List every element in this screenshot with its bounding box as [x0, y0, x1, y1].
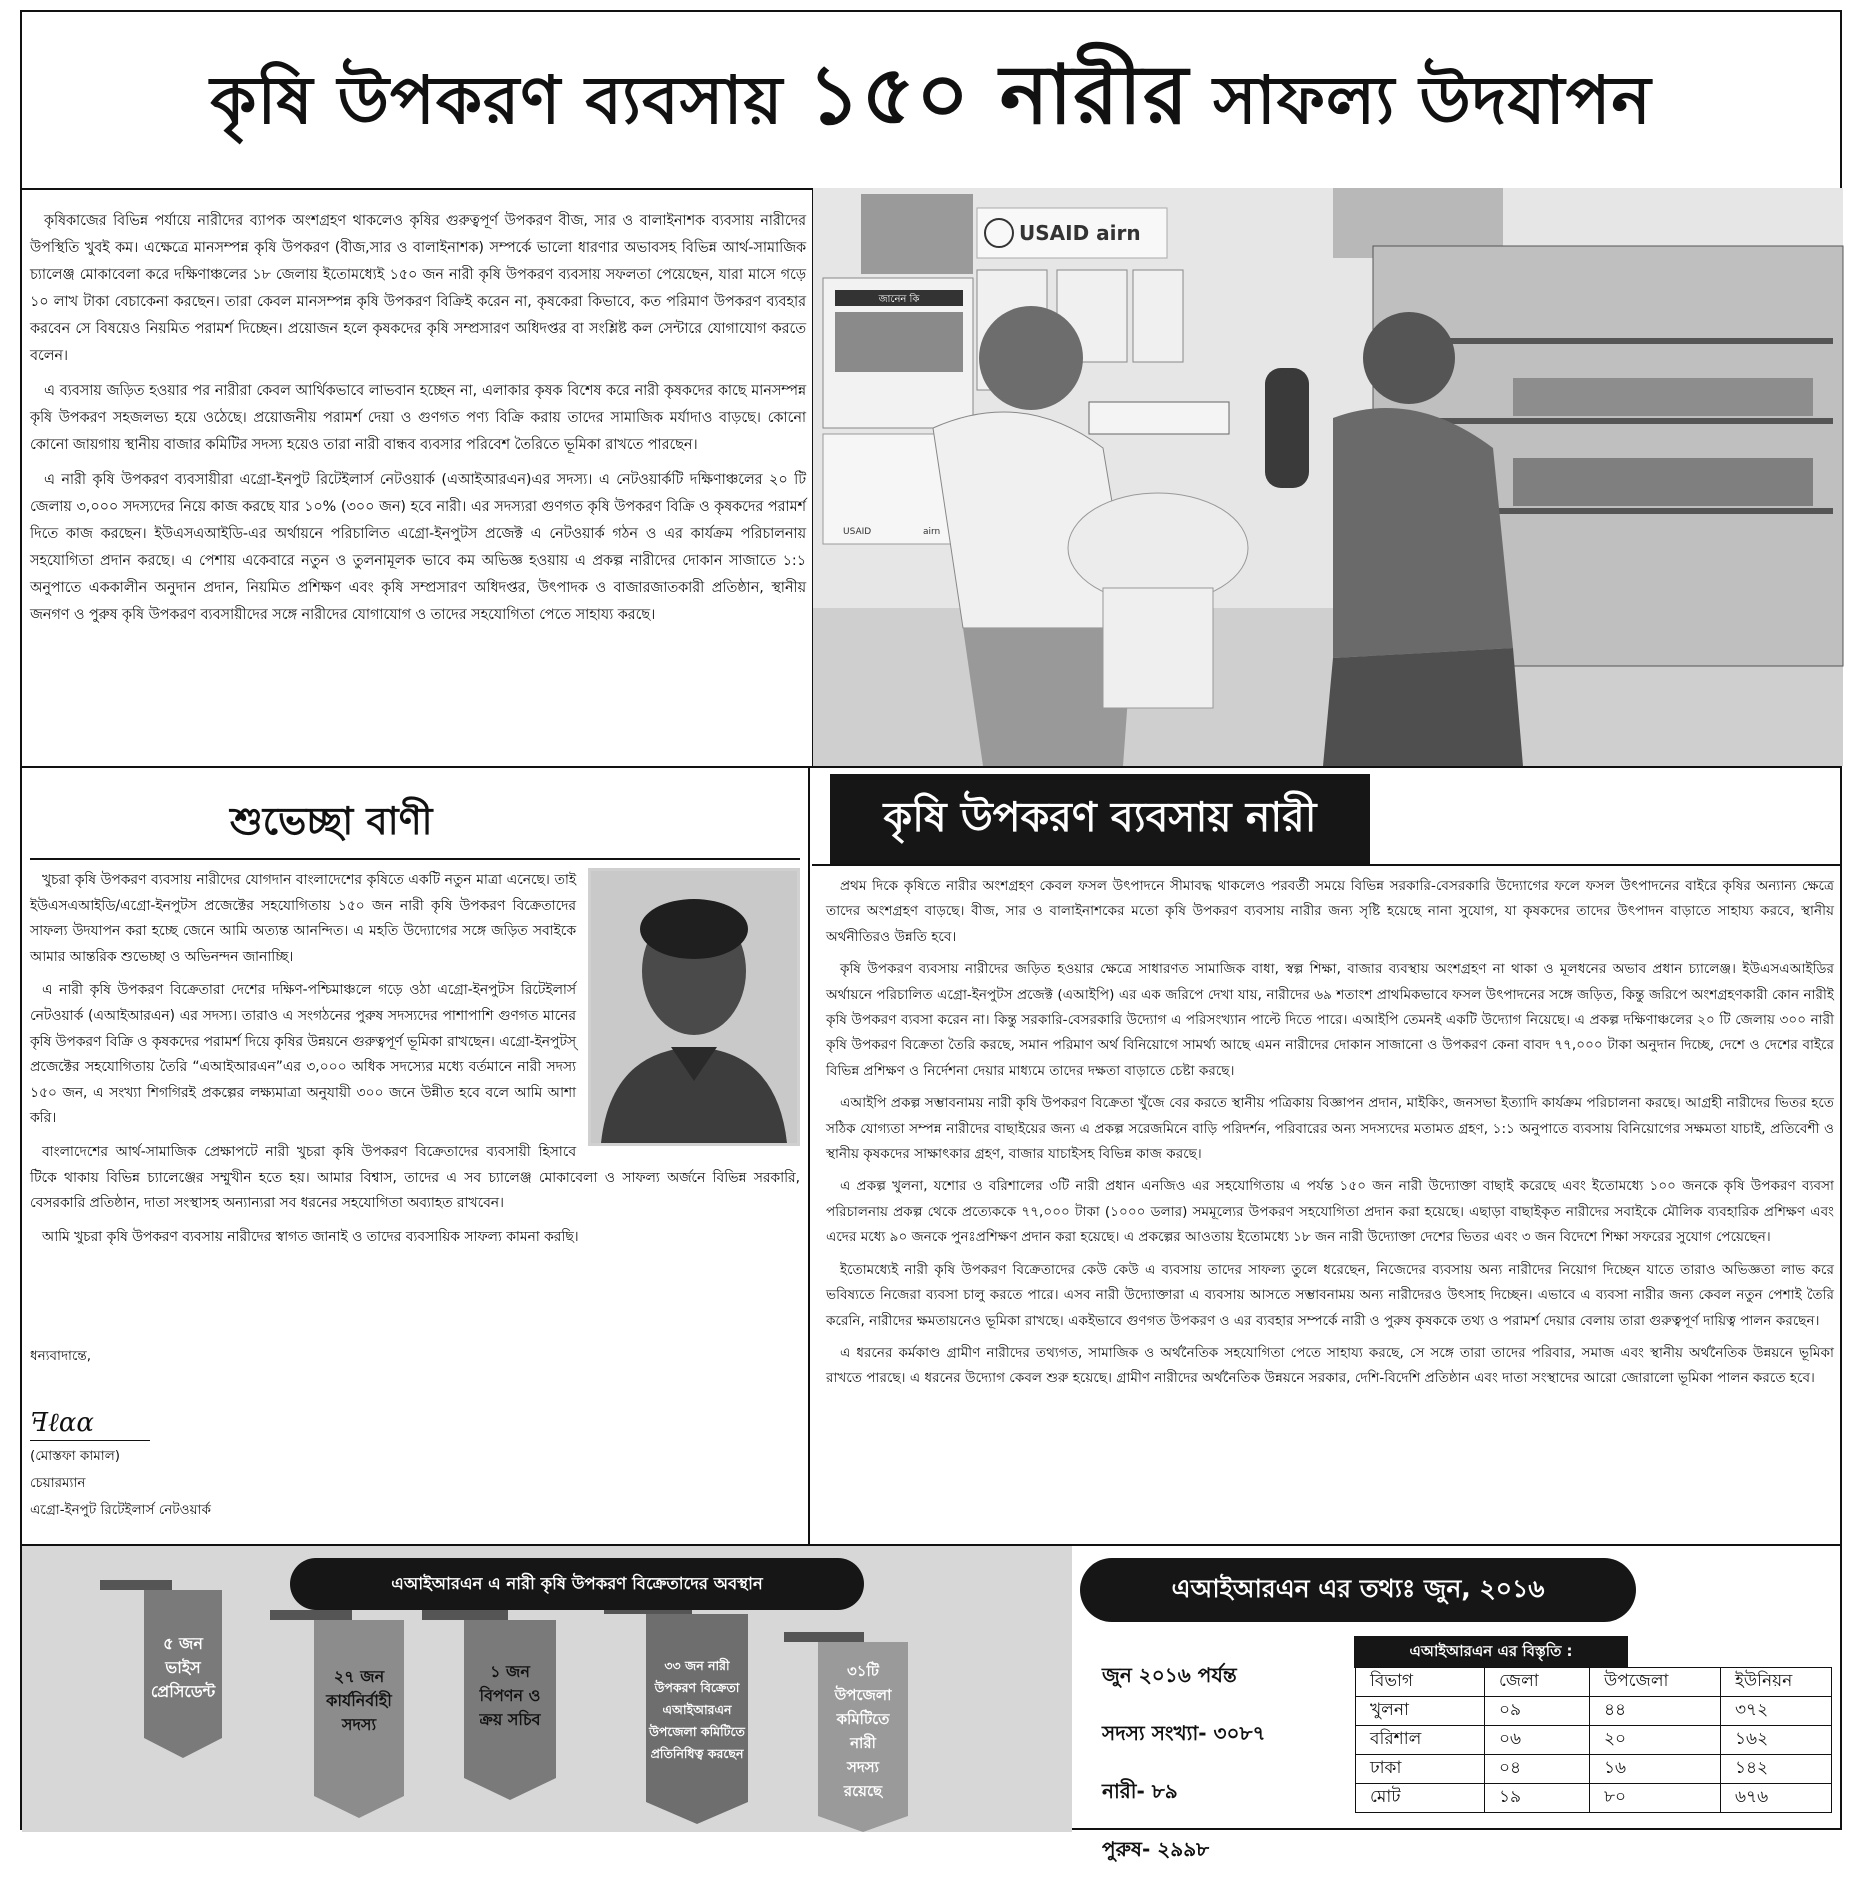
fire-extinguisher: [1265, 368, 1309, 488]
table-header: উপজেলা: [1590, 1668, 1721, 1697]
ribbon-line: ৩১টি: [847, 1662, 879, 1680]
intro-paragraph: এ নারী কৃষি উপকরণ ব্যবসায়ীরা এগ্রো-ইনপুট রিটেইলার্স নেটওয়ার্ক (এআইআরএন)এর সদস্য। এ নেটওয়ার্কটি দক্ষিণাঞ্চলের ২০ টি জেলায় ৩,০০০ সদস্যদের নিয়ে কাজ করছে যার ১০% (৩০০ জন) হবে নারী। এর সদস্যরা গুণগত কৃষি উপকরণ বিক্রি ও কৃষকদের পরামর্শ দিতে কাজ করছেন। ইউএসএআইডি-এর অর্থায়নে পরিচালিত এগ্রো-ইনপুটস প্রজেক্ট এ নেটওয়ার্ক গঠন ও এর কার্যক্রম পরিচালনায় সহযোগিতা প্রদান করছে। এ পেশায় একেবারে নতুন ও তুলনামূলক ভাবে কম অভিজ্ঞ হওয়ায় এ প্রকল্প নারীদের দোকান সাজাতে ১:১ অনুপাতে এককালীন অনুদান প্রদান, নিয়মিত প্রশিক্ষণ এবং কৃষি সম্প্রসারণ অধিদপ্তর, উৎপাদক ও বাজারজাতকারী প্রতিষ্ঠান, স্থানীয় জনগণ ও পুরুষ কৃষি উপকরণ ব্যবসায়ীদের সঙ্গে নারীদের যোগাযোগ ও তাদের সহযোগিতা পেতে সাহায্য করছে।: [30, 472, 806, 623]
stat-members: সদস্য সংখ্যা- ৩০৮৭: [1102, 1721, 1266, 1745]
table-cell: বরিশাল: [1356, 1726, 1485, 1755]
headline-part1: কৃষি উপকরণ ব্যবসায়: [210, 61, 808, 139]
divider: [812, 864, 1842, 866]
ribbon-label-3: [464, 1626, 556, 1766]
ribbon-line: কমিটিতে: [836, 1710, 890, 1728]
table-row: [1356, 1784, 1832, 1813]
ribbon-line: উপকরণ বিক্রেতা: [654, 1680, 740, 1695]
ribbon-line: ভাইস: [165, 1658, 201, 1677]
usaid-small: USAID: [843, 527, 872, 537]
table-cell: ১৬: [1590, 1755, 1721, 1784]
ribbon-label-2: [314, 1626, 404, 1776]
table-row: [1356, 1755, 1832, 1784]
ribbon-line: রয়েছে: [843, 1782, 883, 1800]
main-photo: [812, 188, 1843, 766]
ribbon-line: প্রতিনিধিত্ব করছেন: [650, 1746, 744, 1761]
headline-text: [210, 32, 1652, 169]
chairman-portrait: [588, 868, 800, 1146]
table-cell: ১৪২: [1721, 1755, 1832, 1784]
table-cell: ৪৪: [1590, 1697, 1721, 1726]
signer-name: (মোস্তফা কামাল): [30, 1448, 121, 1464]
table-row: [1356, 1697, 1832, 1726]
article-body: [826, 874, 1834, 1399]
table-header: ইউনিয়ন: [1721, 1668, 1832, 1697]
positions-title: এআইআরএন এ নারী কৃষি উপকরণ বিক্রেতাদের অবস্থান: [290, 1558, 864, 1610]
message-paragraph: আমি খুচরা কৃষি উপকরণ ব্যবসায় নারীদের স্বাগত জানাই ও তাদের ব্যবসায়িক সাফল্য কামনা করছি।: [42, 1228, 579, 1245]
table-cell: ৩৭২: [1721, 1697, 1832, 1726]
table-cell: ১৬২: [1721, 1726, 1832, 1755]
coverage-table: [1355, 1667, 1832, 1813]
ribbon-line: ২৭ জন: [333, 1667, 385, 1686]
poster-photo: [861, 194, 973, 274]
airn-info-panel: [1072, 1546, 1844, 1861]
table-cell: ০৪: [1485, 1755, 1590, 1784]
intro-article: [30, 208, 806, 764]
ribbon-line: সদস্য: [341, 1715, 377, 1734]
handwritten-signature: ꟻℓαα: [30, 1406, 150, 1441]
signature-block: [30, 1343, 211, 1524]
ribbon-line: উপজেলা কমিটিতে: [649, 1724, 745, 1739]
positions-infographic: [22, 1546, 1072, 1832]
ribbon-line: ৩৩ জন নারী: [664, 1658, 730, 1673]
table-cell: ১৯: [1485, 1784, 1590, 1813]
member-stats: [1102, 1646, 1266, 1878]
table-cell: ঢাকা: [1356, 1755, 1485, 1784]
headline-number: ১৫০ নারীর: [807, 47, 1190, 143]
headline-part2: সাফল্য উদযাপন: [1189, 61, 1652, 139]
message-paragraph: এ নারী কৃষি উপকরণ বিক্রেতারা দেশের দক্ষিণ-পশ্চিমাঞ্চলে গড়ে ওঠা এগ্রো-ইনপুটস রিটেইলার্স নেটওয়ার্ক (এআইআরএন) এর সদস্য। তারাও এ সংগঠনের পুরুষ সদস্যদের পাশাপাশি গুণগত মানের কৃষি উপকরণ বিক্রি ও কৃষকদের পরামর্শ দিয়ে কৃষির উন্নয়নে গুরুত্বপূর্ণ ভূমিকা রাখছেন। এগ্রো-ইনপুটস্ প্রজেক্টের সহযোগিতায় তৈরি “এআইআরএন”এর ৩,০০০ অধিক সদস্যের মধ্যে বর্তমানে নারী সদস্য ১৫০ জন, এ সংখ্যা শিগগিরই প্রকল্পের লক্ষ্যমাত্রা অনুযায়ী ৩০০ জনে উন্নীত হবে বলে আমি আশা করি।: [30, 982, 576, 1127]
ribbon-line: নারী: [850, 1734, 876, 1752]
info-title: এআইআরএন এর তথ্যঃ জুন, ২০১৬: [1080, 1558, 1636, 1622]
article-paragraph: এআইপি প্রকল্প সম্ভাবনাময় নারী কৃষি উপকরণ বিক্রেতা খুঁজে বের করতে স্থানীয় পত্রিকায় বিজ্ঞাপন প্রদান, মাইকিং, জনসভা ইত্যাদি কার্যক্রম পরিচালনা করছে। আগ্রহী নারীদের ভিতর হতে সঠিক যোগ্যতা সম্পন্ন নারীদের বাছাইয়ের জন্য এ প্রকল্প সরেজমিনে বাড়ি পরিদর্শন, পরিবারের অন্য সদস্যদের মতামত গ্রহণ, ১:১ অনুপাতে ব্যবসায় বিনিয়োগের সক্ষমতা যাচাই, প্রতিবেশী ও স্থানীয় কৃষকদের সাক্ষাৎকার গ্রহণ, বাজার যাচাইসহ বিভিন্ন কাজ করছে।: [826, 1095, 1834, 1163]
ribbon-line: বিপণন ও: [479, 1686, 541, 1705]
message-column: [22, 768, 807, 1544]
logo-text: USAID airn: [1019, 221, 1141, 245]
ribbon-line: ১ জন: [490, 1662, 530, 1681]
table-header: জেলা: [1485, 1668, 1590, 1697]
closing-text: ধন্যবাদান্তে,: [30, 1348, 91, 1364]
ribbon-line: প্রেসিডেন্ট: [150, 1682, 216, 1701]
intro-paragraph: কৃষিকাজের বিভিন্ন পর্যায়ে নারীদের ব্যাপক অংশগ্রহণ থাকলেও কৃষির গুরুত্বপূর্ণ উপকরণ বীজ, সার ও বালাইনাশক ব্যবসায় নারীদের উপস্থিতি খুবই কম। এক্ষেত্রে মানসম্পন্ন কৃষি উপকরণ (বীজ,সার ও বালাইনাশক) সম্পর্কে ভালো ধারণার অভাবসহ বিভিন্ন আর্থ-সামাজিক চ্যালেঞ্জ মোকাবেলা করে দক্ষিণাঞ্চলের ১৮ জেলায় ইতোমধ্যেই ১৫০ জন নারী কৃষি উপকরণ ব্যবসায় সফলতা পেয়েছেন, যারা মাসে গড়ে ১০ লাখ টাকা বেচাকেনা করছেন। তারা কেবল মানসম্পন্ন কৃষি উপকরণ বিক্রিই করেন না, কৃষকেরা কিভাবে, কত পরিমাণ উপকরণ ব্যবহার করবেন সে বিষয়েও নিয়মিত পরামর্শ দিচ্ছেন। প্রয়োজন হলে কৃষকদের কৃষি সম্প্রসারণ অধিদপ্তর বা সংশ্লিষ্ট কল সেন্টারে যোগাযোগ করতে বলেন।: [30, 213, 806, 364]
ribbon-label-5: [818, 1646, 908, 1816]
women-article: [812, 768, 1842, 1544]
message-body: [30, 868, 800, 1258]
table-cell: খুলনা: [1356, 1697, 1485, 1726]
ribbon-line: সদস্য: [846, 1758, 880, 1776]
newspaper-page: [20, 10, 1842, 1861]
message-title: শুভেচ্ছা বাণী: [230, 799, 433, 843]
man-head: [979, 306, 1083, 410]
table-cell: ৮০: [1590, 1784, 1721, 1813]
table-row: [1356, 1726, 1832, 1755]
ribbon-line: উপজেলা: [834, 1686, 892, 1704]
divider: [30, 858, 800, 860]
ribbon-line: ক্রয় সচিব: [479, 1710, 541, 1729]
table-cell: ০৬: [1485, 1726, 1590, 1755]
intro-paragraph: এ ব্যবসায় জড়িত হওয়ার পর নারীরা কেবল আর্থিকভাবে লাভবান হচ্ছেন না, এলাকার কৃষক বিশেষ করে নারী কৃষকদের কাছে মানসম্পন্ন কৃষি উপকরণ সহজলভ্য হয়ে ওঠেছে। প্রয়োজনীয় পরামর্শ দেয়া ও গুণগত পণ্য বিক্রি করায় তাদের সামাজিক মর্যাদাও বাড়ছে। কোনো কোনো জায়গায় স্থানীয় বাজার কমিটির সদস্য হয়েও তারা নারী বান্ধব ব্যবসার পরিবেশ তৈরিতে ভূমিকা রাখতে পারছেন।: [30, 383, 807, 453]
article-title: কৃষি উপকরণ ব্যবসায় নারী: [830, 774, 1370, 866]
table-cell: মোট: [1356, 1784, 1485, 1813]
article-paragraph: প্রথম দিকে কৃষিতে নারীর অংশগ্রহণ কেবল ফসল উৎপাদনে সীমাবদ্ধ থাকলেও পরবর্তী সময়ে বিভিন্ন সরকারি-বেসরকারি উদ্যোগের ফলে ফসল উৎপাদনের বাইরে কৃষির অন্যান্য ক্ষেত্রে তাদের অংশগ্রহণ বাড়ছে। বীজ, সার ও বালাইনাশকের মতো কৃষি উপকরণ ব্যবসায় নারীর জন্য সৃষ্টি হয়েছে নানা সুযোগ, যা কৃষকদের তাদের উৎপাদন বাড়াতে সাহায্য করবে, স্থানীয় অর্থনীতিরও উন্নতি হবে।: [826, 878, 1835, 945]
poster-text: জানেন কি: [878, 294, 920, 305]
signer-org: এগ্রো-ইনপুট রিটেইলার্স নেটওয়ার্ক: [30, 1502, 211, 1518]
message-paragraph: বাংলাদেশের আর্থ-সামাজিক প্রেক্ষাপটে নারী খুচরা কৃষি উপকরণ বিক্রেতাদের ব্যবসায়ী হিসাবে টিকে থাকায় বিভিন্ন চ্যালেঞ্জের সম্মুখীন হতে হয়। আমার বিশ্বাস, তাদের এ সব চ্যালেঞ্জ মোকাবেলা ও সাফল্য অর্জনে বিভিন্ন সরকারি, বেসরকারি প্রতিষ্ঠান, দাতা সংস্থাসহ অন্যান্যরা সব ধরনের সহযোগিতা অব্যাহত রাখবেন।: [30, 1143, 800, 1212]
article-paragraph: ইতোমধ্যেই নারী কৃষি উপকরণ বিক্রেতাদের কেউ কেউ এ ব্যবসায় তাদের সাফল্য তুলে ধরেছেন, নিজেদের ব্যবসায় অন্য নারীদের নিয়োগ দিচ্ছেন যাতে তারাও অভিজ্ঞতা লাভ করে ভবিষ্যতে নিজেরা ব্যবসা চালু করতে পারে। এসব নারী উদ্যোক্তারা এ ব্যবসায় আসতে সম্ভাবনাময় অন্য নারীদেরও উৎসাহ দিচ্ছেন। এভাবে এ ব্যবসা নারীর জন্য কেবল নতুন পেশাই তৈরি করেনি, নারীদের ক্ষমতায়নেও ভূমিকা রাখছে। একইভাবে গুণগত উপকরণ ও এর ব্যবহার সম্পর্কে নারী ও পুরুষ কৃষককে তথ্য ও পরামর্শ দেয়ার বেলায় তারা গুরুত্বপূর্ণ দায়িত্ব পালন করছেন।: [826, 1261, 1834, 1329]
ribbon-label-1: [144, 1598, 222, 1738]
headline: [22, 12, 1840, 190]
woman-head: [1363, 312, 1455, 404]
message-paragraph: খুচরা কৃষি উপকরণ ব্যবসায় নারীদের যোগদান বাংলাদেশের কৃষিতে একটি নতুন মাত্রা এনেছে। তাই ইউএসএআইডি/এগ্রো-ইনপুটস প্রজেক্টের সহযোগিতায় ১৫০ জন নারী কৃষি উপকরণ বিক্রেতাদের সাফল্য উদযাপন করা হচ্ছে জেনে আমি অত্যন্ত আনন্দিত। এ মহতি উদ্যোগের সঙ্গে জড়িত সবাইকে আমার আন্তরিক শুভেচ্ছা ও অভিনন্দন জানাচ্ছি।: [30, 872, 576, 965]
table-cell: ২০: [1590, 1726, 1721, 1755]
article-paragraph: কৃষি উপকরণ ব্যবসায় নারীদের জড়িত হওয়ার ক্ষেত্রে সাধারণত সামাজিক বাধা, স্বল্প শিক্ষা, বাজার ব্যবস্থায় অংশগ্রহণ না থাকা ও মূলধনের অভাব প্রধান চ্যালেঞ্জ। ইউএসএআইডির অর্থায়নে পরিচালিত এগ্রো-ইনপুটস প্রজেক্ট (এআইপি) এর এক জরিপে দেখা যায়, নারীদের ৬৯ শতাংশ প্রাথমিকভাবে ফসল উৎপাদনের সঙ্গে জড়িত, কিন্তু জরিপে অংশগ্রহণকারী কোন নারীই কৃষি উপকরণ ব্যবসা করেন না। কিন্তু সরকারি-বেসরকারি উদ্যোগ এ পরিসংখ্যান পাল্টে দিতে পারে। এআইপি তেমনই একটি উদ্যোগ নিয়েছে। এ প্রকল্প দক্ষিণাঞ্চলের ২০ টি জেলায় ৩০০ নারী কৃষি উপকরণ বিক্রেতা তৈরি করছে, সমান পরিমাণ অর্থ বিনিয়োগে সামর্থ্য আছে এমন নারীদের দোকান সাজানো ও উপকরণ কেনা বাবদ ৭৭,০০০ টাকা অনুদান দিচ্ছে, দেশে ও দেশের বাইরে বিভিন্ন প্রশিক্ষণ ও নির্দেশনা দেয়ার মাধ্যমে তাদের দক্ষতা বাড়াতে চেষ্টা করছে।: [826, 961, 1834, 1079]
stat-women: নারী- ৮৯: [1102, 1779, 1178, 1803]
ribbon-line: এআইআরএন: [662, 1702, 732, 1717]
portrait-illustration: [591, 871, 797, 1143]
shop-scene-illustration: [813, 188, 1843, 766]
divider: [808, 768, 810, 1544]
table-header-row: [1356, 1668, 1832, 1697]
ribbon-label-4: [646, 1620, 748, 1800]
ribbon-line: কার্যনির্বাহী: [326, 1691, 392, 1710]
signer-role: চেয়ারম্যান: [30, 1475, 86, 1491]
stat-men: পুরুষ- ২৯৯৮: [1102, 1837, 1210, 1861]
ribbon-line: ৫ জন: [163, 1634, 203, 1653]
article-paragraph: এ ধরনের কর্মকাণ্ড গ্রামীণ নারীদের তথ্যগত, সামাজিক ও অর্থনৈতিক সহযোগিতা পেতে সাহায্য করছে, সে সঙ্গে তারা তাদের পরিবার, সমাজ এবং স্থানীয় অর্থনৈতিক উন্নয়নে ভূমিকা রাখতে পারছে। এ ধরনের উদ্যোগ কেবল শুরু হয়েছে। গ্রামীণ নারীদের অর্থনৈতিক উন্নয়নে সরকার, দেশি-বিদেশি প্রতিষ্ঠান এবং দাতা সংস্থাদের আরো জোরালো ভূমিকা পালন করতে হবে।: [826, 1344, 1834, 1387]
coverage-label: এআইআরএন এর বিস্তৃতি :: [1354, 1636, 1628, 1668]
article-paragraph: এ প্রকল্প খুলনা, যশোর ও বরিশালের ৩টি নারী প্রধান এনজিও এর সহযোগিতায় এ পর্যন্ত ১৫০ জন নারী উদ্যোক্তা বাছাই করেছে এবং ইতোমধ্যে ১০০ জনকে কৃষি উপকরণ ব্যবসা পরিচালনায় প্রকল্প থেকে প্রত্যেককে ৭৭,০০০ টাকা (১০০০ ডলার) সমমূল্যের উপকরণ সহযোগিতা প্রদান করা হয়েছে। এছাড়া বাছাইকৃত নারীদের সবাইকে মৌলিক ব্যবহারিক প্রশিক্ষণ এবং এদের মধ্যে ৯০ জনকে পুনঃপ্রশিক্ষণ প্রদান করা হয়েছে। এ প্রকল্পের আওতায় ইতোমধ্যে ১৮ জন নারী উদ্যোক্তা দেশের ভিতর এবং ৩ জন বিদেশে শিক্ষা সফরের সুযোগ পেয়েছেন।: [826, 1178, 1834, 1246]
stat-date: জুন ২০১৬ পর্যন্ত: [1102, 1663, 1237, 1687]
airn-small: airn: [923, 527, 941, 537]
table-cell: ৬৭৬: [1721, 1784, 1832, 1813]
fertilizer-sack: [1068, 493, 1248, 603]
table-header: বিভাগ: [1356, 1668, 1485, 1697]
table-cell: ০৯: [1485, 1697, 1590, 1726]
